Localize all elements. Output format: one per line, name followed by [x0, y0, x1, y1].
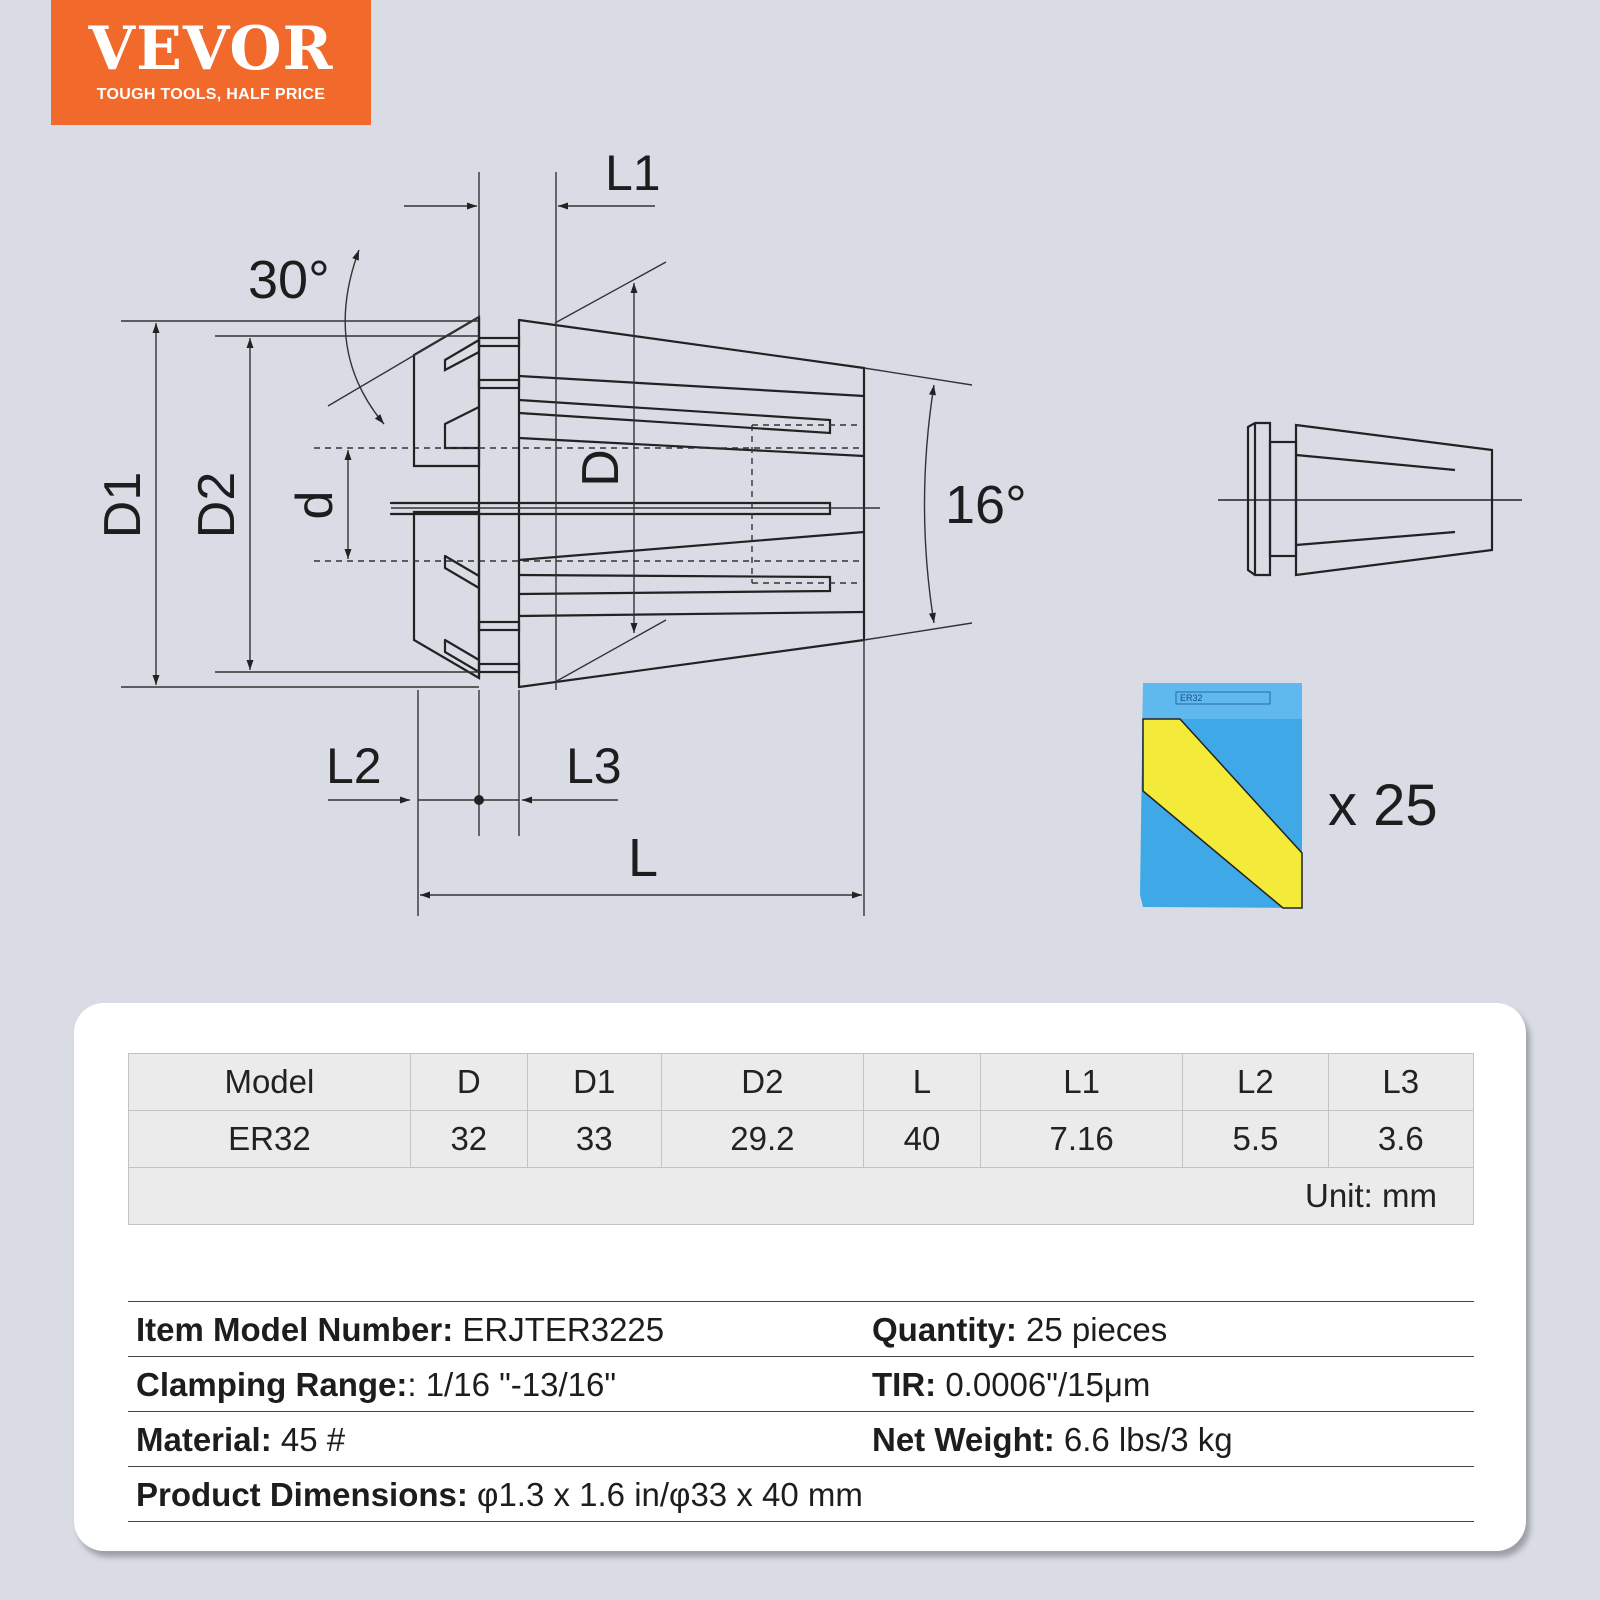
label-d-small: d: [286, 490, 344, 520]
product-info-list: [128, 1301, 1474, 1522]
info-item-dimensions: [136, 1467, 863, 1523]
label-l1: L1: [605, 145, 661, 201]
info-row: [128, 1412, 1474, 1467]
spec-cell-d: 32: [410, 1111, 527, 1168]
info-item-tir: [872, 1357, 1150, 1413]
spec-header-l2: L2: [1183, 1054, 1328, 1111]
spec-cell-model: ER32: [129, 1111, 411, 1168]
spec-header-l1: L1: [980, 1054, 1182, 1111]
brand-tagline: TOUGH TOOLS, HALF PRICE: [96, 86, 326, 103]
info-value: 0.0006"/15μm: [936, 1366, 1151, 1403]
info-label: Net Weight:: [872, 1421, 1055, 1458]
spec-cell-l2: 5.5: [1183, 1111, 1328, 1168]
info-row: [128, 1467, 1474, 1522]
info-row: [128, 1357, 1474, 1412]
label-angle-30: 30°: [248, 250, 330, 310]
label-d2: D2: [188, 471, 246, 539]
quantity-label: x 25: [1328, 773, 1438, 838]
info-label: Quantity:: [872, 1311, 1017, 1348]
info-value: ERJTER3225: [453, 1311, 665, 1348]
package-label: ER32: [1180, 693, 1203, 703]
spec-card: [74, 1003, 1526, 1551]
package-box: [1140, 683, 1302, 908]
info-value: 25 pieces: [1016, 1311, 1168, 1348]
info-value: 45 #: [271, 1421, 346, 1458]
label-l3: L3: [566, 738, 622, 794]
label-angle-16: 16°: [945, 475, 1027, 535]
info-item-quantity: [872, 1302, 1167, 1358]
spec-header-row: [129, 1054, 1474, 1111]
label-l2: L2: [326, 738, 382, 794]
label-d-big: D: [572, 449, 630, 487]
info-item-model: [136, 1302, 664, 1358]
spec-header-l3: L3: [1328, 1054, 1473, 1111]
info-item-clamping: [136, 1357, 616, 1413]
collet-side-view: [391, 317, 864, 687]
label-d1: D1: [94, 471, 152, 539]
spec-cell-l: 40: [864, 1111, 981, 1168]
info-value: : 1/16 "-13/16": [407, 1366, 617, 1403]
dimension-dot: [474, 795, 484, 805]
info-value: 6.6 lbs/3 kg: [1054, 1421, 1233, 1458]
spec-unit-row: [129, 1168, 1474, 1225]
info-value: φ1.3 x 1.6 in/φ33 x 40 mm: [467, 1476, 863, 1513]
info-label: Material:: [136, 1421, 272, 1458]
spec-cell-l1: 7.16: [980, 1111, 1182, 1168]
info-label: TIR:: [872, 1366, 937, 1403]
info-label: Item Model Number:: [136, 1311, 454, 1348]
spec-header-l: L: [864, 1054, 981, 1111]
spec-header-d1: D1: [527, 1054, 661, 1111]
spec-table: [128, 1053, 1474, 1225]
spec-cell-l3: 3.6: [1328, 1111, 1473, 1168]
spec-cell-d1: 33: [527, 1111, 661, 1168]
info-item-weight: [872, 1412, 1233, 1468]
info-label: Clamping Range:: [136, 1366, 408, 1403]
spec-value-row: [129, 1111, 1474, 1168]
spec-unit: Unit: mm: [129, 1168, 1474, 1225]
info-row: [128, 1302, 1474, 1357]
label-l: L: [628, 828, 659, 888]
brand-name: VEVOR: [88, 14, 334, 84]
spec-header-d: D: [410, 1054, 527, 1111]
spec-header-d2: D2: [661, 1054, 863, 1111]
info-label: Product Dimensions:: [136, 1476, 468, 1513]
spec-cell-d2: 29.2: [661, 1111, 863, 1168]
info-item-material: [136, 1412, 345, 1468]
collet-small-view: [1218, 423, 1522, 575]
spec-header-model: Model: [129, 1054, 411, 1111]
